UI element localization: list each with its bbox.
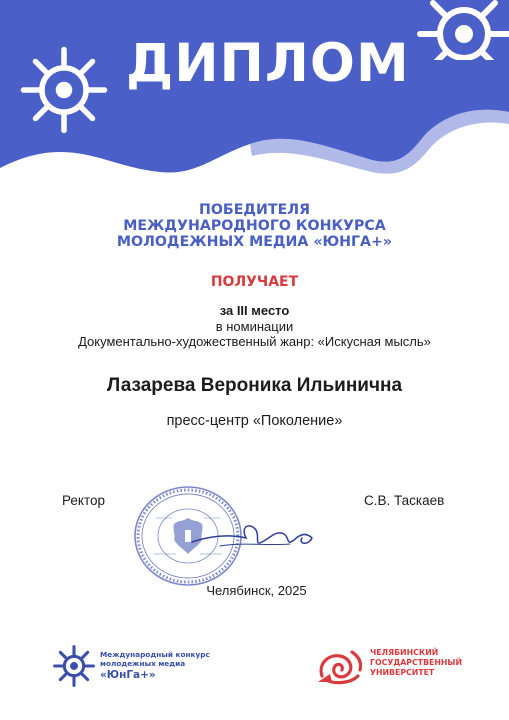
- contest-logo-text: [100, 650, 210, 682]
- signatory-title: Ректор: [62, 493, 106, 508]
- university-logo-text: [370, 648, 462, 678]
- handwritten-signature: [190, 516, 320, 556]
- place-text: за III место: [219, 303, 290, 318]
- nomination-text: Документально-художественный жанр: «Искусная мысль»: [78, 334, 431, 349]
- helm-wheel-icon: [412, 0, 509, 60]
- recipient-organization: пресс-центр «Поколение»: [166, 413, 343, 429]
- contest-logo-line: молодежных медиа: [100, 659, 186, 668]
- helm-wheel-icon: [52, 644, 96, 688]
- helm-wheel-icon: [18, 44, 110, 136]
- receives-label: ПОЛУЧАЕТ: [210, 274, 299, 290]
- subtitle-line: МЕЖДУНАРОДНОГО КОНКУРСА: [123, 218, 386, 234]
- university-logo-line: УНИВЕРСИТЕТ: [370, 668, 435, 677]
- university-logo-icon: [316, 646, 364, 686]
- university-logo-line: ЧЕЛЯБИНСКИЙ: [370, 648, 439, 657]
- university-logo-line: ГОСУДАРСТВЕННЫЙ: [370, 658, 462, 667]
- page-title: ДИПЛОМ: [126, 33, 410, 94]
- signatory-name: С.В. Таскаев: [364, 493, 445, 508]
- subtitle-line: МОЛОДЕЖНЫХ МЕДИА «ЮНГА+»: [116, 234, 393, 250]
- contest-logo-line: «ЮнГа+»: [100, 669, 156, 681]
- contest-logo-line: Международный конкурс: [100, 650, 210, 659]
- city-year: Челябинск, 2025: [206, 583, 307, 598]
- recipient-name: Лазарева Вероника Ильинична: [106, 375, 403, 396]
- nomination-intro: в номинации: [215, 319, 294, 334]
- subtitle-line: ПОБЕДИТЕЛЯ: [198, 202, 311, 218]
